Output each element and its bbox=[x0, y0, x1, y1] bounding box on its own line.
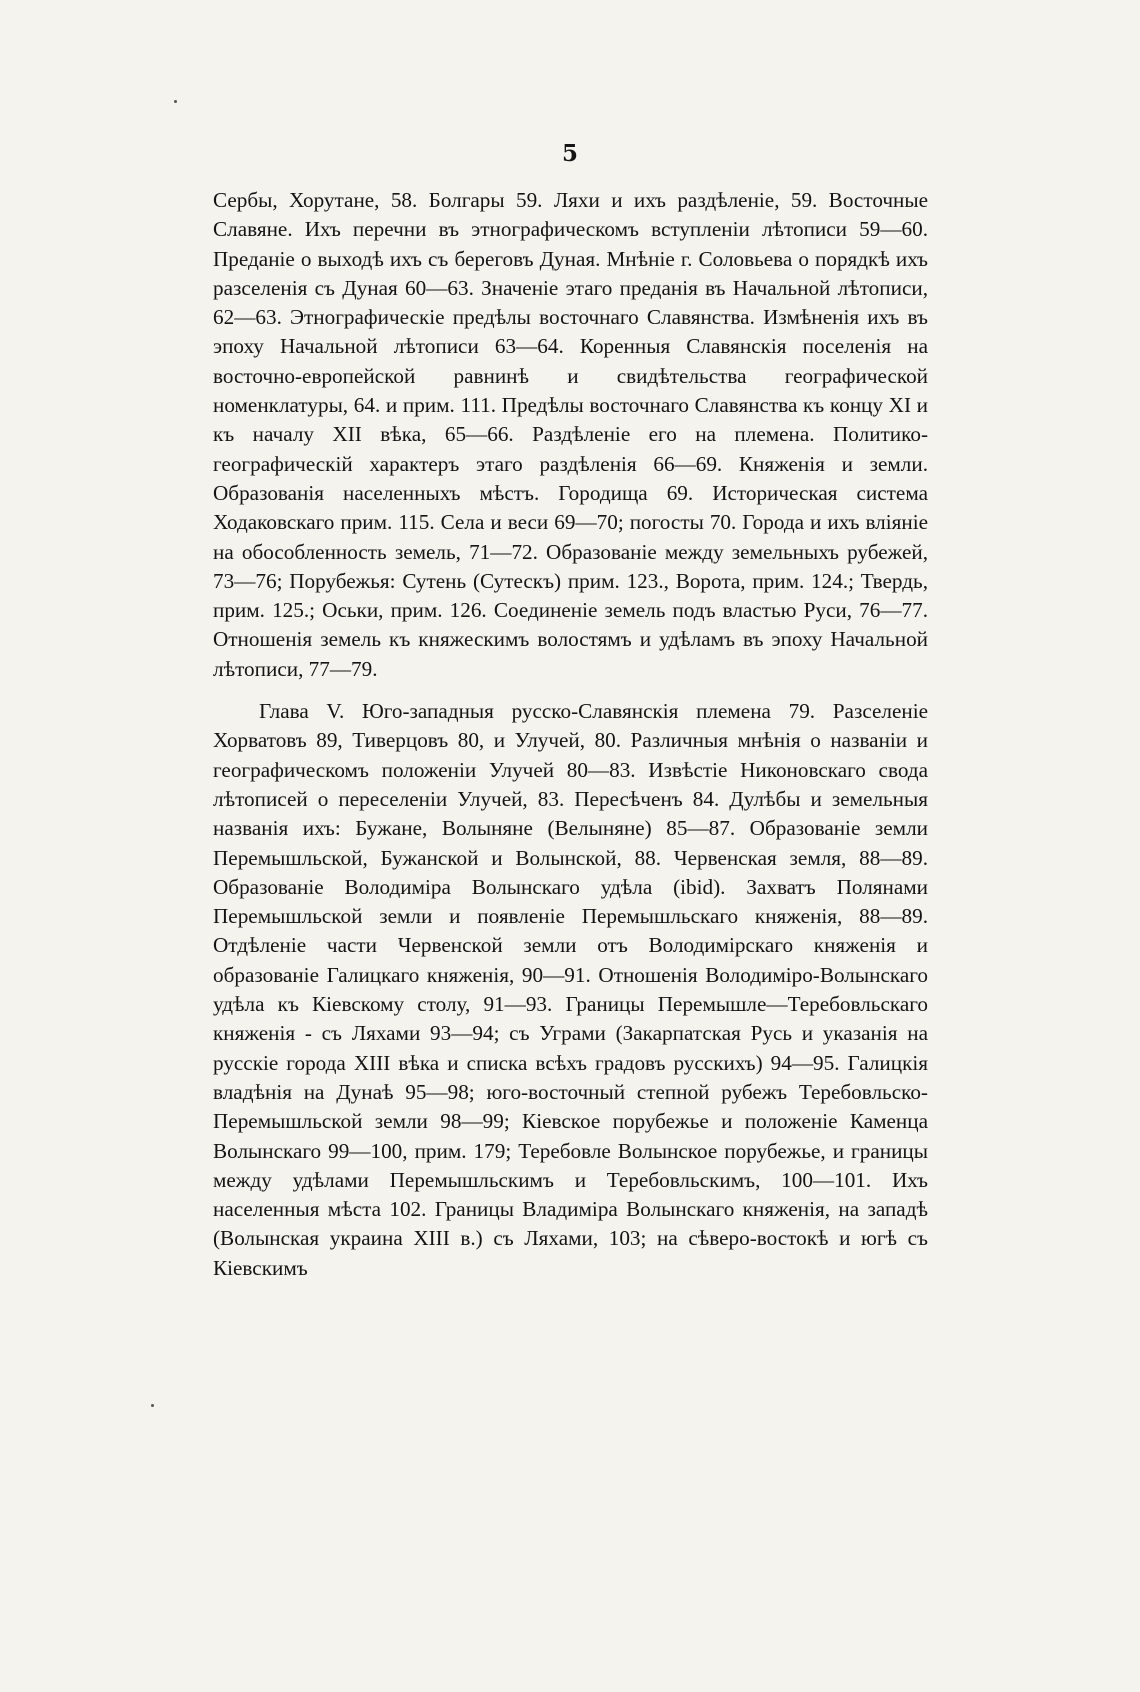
scan-speck bbox=[174, 100, 177, 103]
body-text bbox=[213, 186, 928, 1283]
paragraph-2: Глава V. Юго-западныя русско-Славянскія племена 79. Разселеніе Хорватовъ 89, Тиверцовъ 80, и Улучей, 80. Различныя мнѣнія о названіи и географическомъ положеніи Улучей 80—83. Извѣстіе Никоновскаго свода лѣтописей о переселеніи Улучей, 83. Пересѣченъ 84. Дулѣбы и земельныя названія ихъ: Бужане, Волыняне (Велыняне) 85—87. Образованіе земли Перемышльской, Бужанской и Волынской, 88. Червенская земля, 88—89. Образованіе Володиміра Волынскаго удѣла (ibid). Захватъ Полянами Перемышльской земли и появленіе Перемышльскаго княженія, 88—89. Отдѣленіе части Червенской земли отъ Володимірскаго княженія и образованіе Галицкаго княженія, 90—91. Отношенія Володиміро-Волынскаго удѣла къ Кіевскому столу, 91—93. Границы Перемышле—Теребовльскаго княженія - съ Ляхами 93—94; съ Уграми (Закарпатская Русь и указанія на русскіе города XIII вѣка и списка всѣхъ градовъ русскихъ) 94—95. Галицкія владѣнія на Дунаѣ 95—98; юго-восточный степной рубежъ Теребовльско-Перемышльской земли 98—99; Кіевское порубежье и положеніе Каменца Волынскаго 99—100, прим. 179; Теребовле Волынское порубежье, и границы между удѣлами Перемышльскимъ и Теребовльскимъ, 100—101. Ихъ населенныя мѣста 102. Границы Владиміра Волынскаго княженія, на западѣ (Волынская украина XIII в.) съ Ляхами, 103; на сѣверо-востокѣ и югѣ съ Кіевскимъ bbox=[213, 699, 928, 1280]
paragraph-1: Сербы, Хорутане, 58. Болгары 59. Ляхи и ихъ раздѣленіе, 59. Восточные Славяне. Ихъ перечни въ этнографическомъ вступленіи лѣтописи 59—60. Преданіе о выходѣ ихъ съ береговъ Дуная. Мнѣніе г. Соловьева о порядкѣ ихъ разселенія съ Дуная 60—63. Значеніе этаго преданія въ Начальной лѣтописи, 62—63. Этнографическіе предѣлы восточнаго Славянства. Измѣненія ихъ въ эпоху Начальной лѣтописи 63—64. Коренныя Славянскія поселенія на восточно-европейской равнинѣ и свидѣтельства географической номенклатуры, 64. и прим. 111. Предѣлы восточнаго Славянства къ концу XI и къ началу XII вѣка, 65—66. Раздѣленіе его на племена. Политико-географическій характеръ этаго раздѣленія 66—69. Княженія и земли. Образованія населенныхъ мѣстъ. Городища 69. Историческая система Ходаковскаго прим. 115. Села и веси 69—70; погосты 70. Города и ихъ вліяніе на обособленность земель, 71—72. Образованіе между земельныхъ рубежей, 73—76; Порубежья: Сутень (Сутескъ) прим. 123., Ворота, прим. 124.; Твердь, прим. 125.; Оськи, прим. 126. Соединеніе земель подъ властью Руси, 76—77. Отношенія земель къ княжескимъ волостямъ и удѣламъ въ эпоху Начальной лѣтописи, 77—79. bbox=[213, 188, 928, 681]
page-number: 5 bbox=[561, 140, 578, 167]
scan-speck bbox=[151, 1404, 154, 1407]
